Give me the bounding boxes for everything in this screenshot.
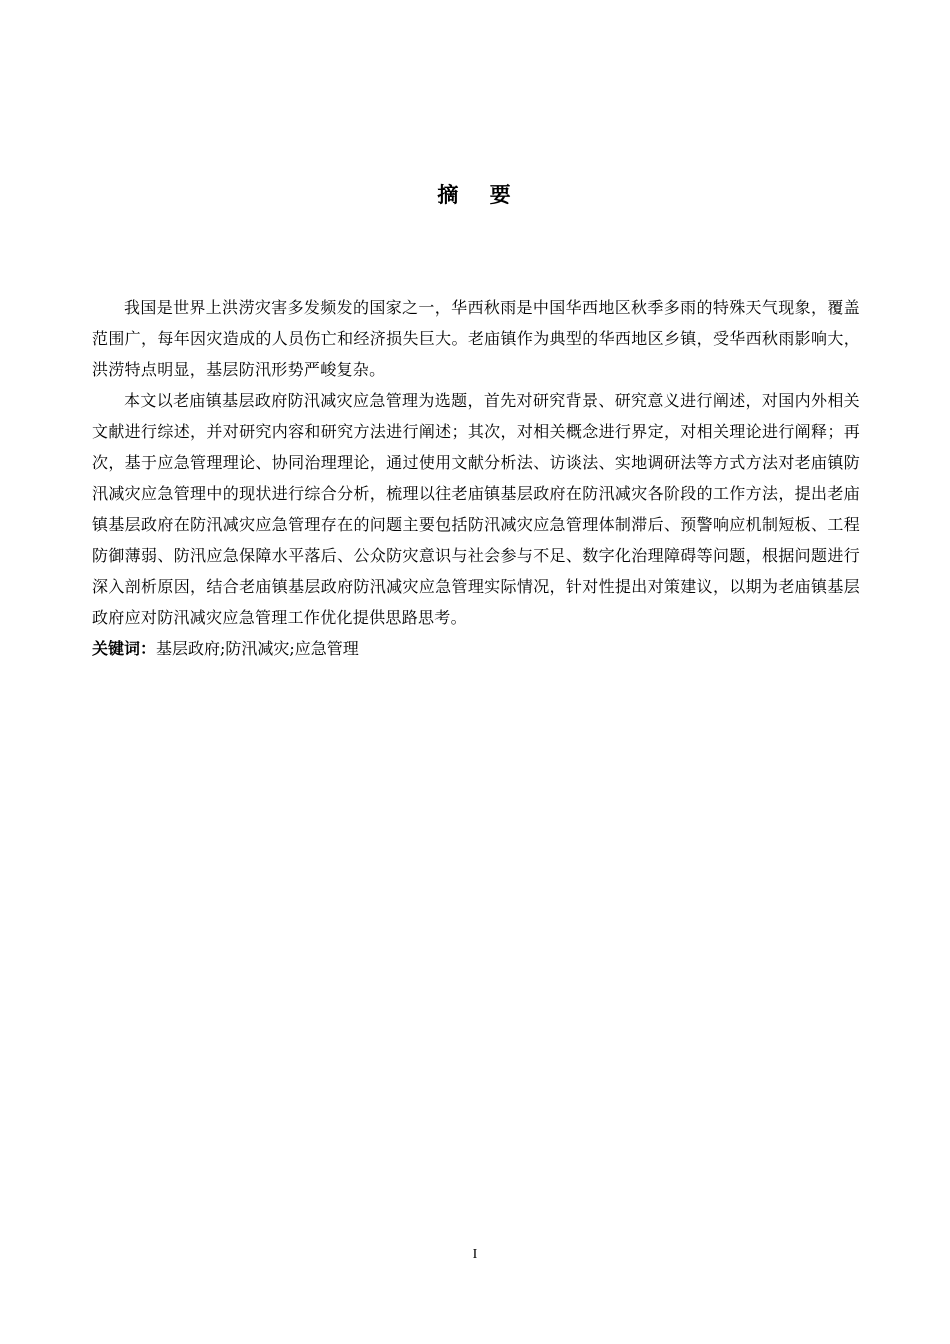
keywords-label: 关键词：	[92, 639, 157, 658]
page-title: 摘 要	[437, 183, 513, 207]
keywords-line	[92, 633, 860, 664]
page-number: I	[472, 1247, 478, 1262]
abstract-body	[92, 292, 860, 664]
keywords-value: 基层政府;防汛减灾;应急管理	[156, 639, 359, 658]
abstract-paragraph-1: 我国是世界上洪涝灾害多发频发的国家之一，华西秋雨是中国华西地区秋季多雨的特殊天气现象，覆盖范围广，每年因灾造成的人员伤亡和经济损失巨大。老庙镇作为典型的华西地区乡镇，受华西秋雨影响大，洪涝特点明显，基层防汛形势严峻复杂。	[92, 298, 860, 379]
abstract-paragraph-2: 本文以老庙镇基层政府防汛减灾应急管理为选题，首先对研究背景、研究意义进行阐述，对国内外相关文献进行综述，并对研究内容和研究方法进行阐述；其次，对相关概念进行界定，对相关理论进行阐释；再次，基于应急管理理论、协同治理理论，通过使用文献分析法、访谈法、实地调研法等方式方法对老庙镇防汛减灾应急管理中的现状进行综合分析，梳理以往老庙镇基层政府在防汛减灾各阶段的工作方法，提出老庙镇基层政府在防汛减灾应急管理存在的问题主要包括防汛减灾应急管理体制滞后、预警响应机制短板、工程防御薄弱、防汛应急保障水平落后、公众防灾意识与社会参与不足、数字化治理障碍等问题，根据问题进行深入剖析原因，结合老庙镇基层政府防汛减灾应急管理实际情况，针对性提出对策建议，以期为老庙镇基层政府应对防汛减灾应急管理工作优化提供思路思考。	[92, 391, 860, 627]
